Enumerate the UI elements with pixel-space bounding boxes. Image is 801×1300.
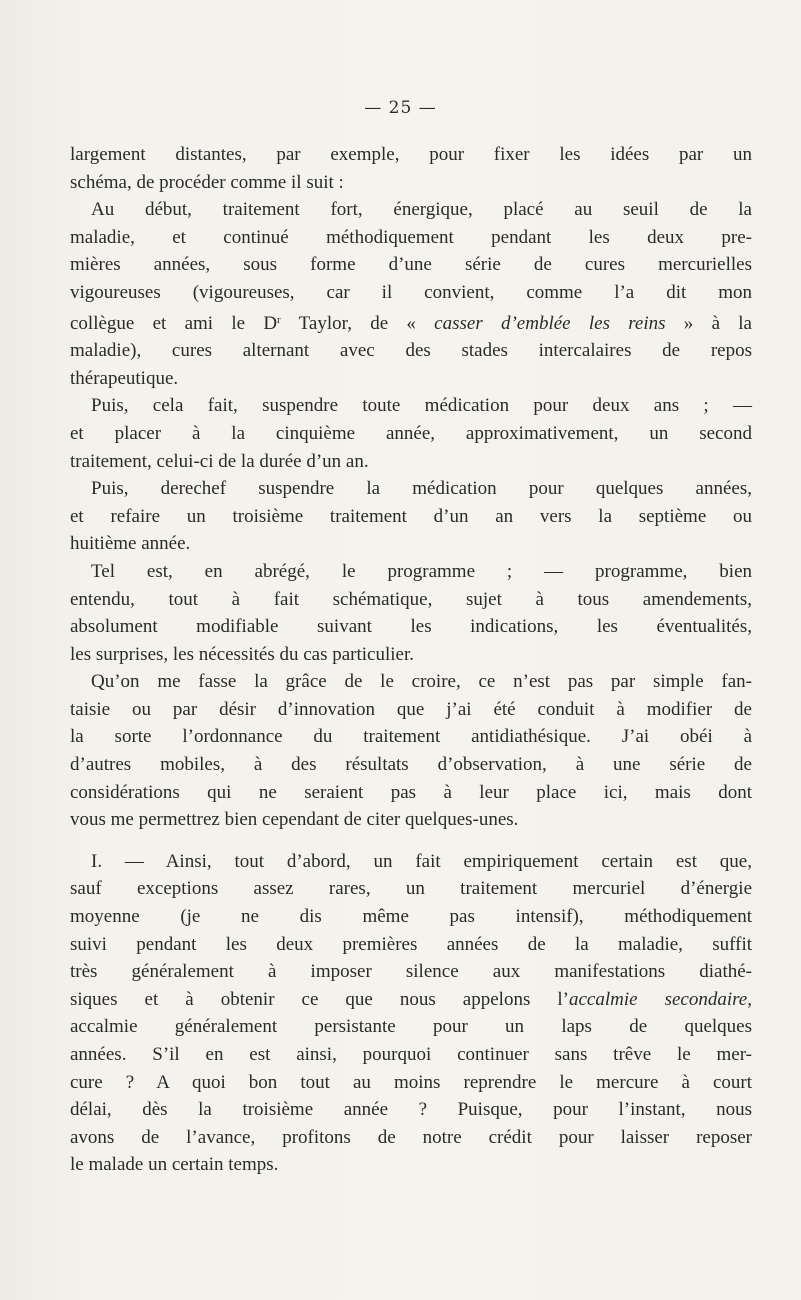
text-line: accalmie généralement persistante pour un laps de quelques — [70, 1016, 752, 1038]
text-line: Tel est, en abrégé, le programme ; — programme, bien — [91, 560, 752, 582]
text-fragment: Taylor, de « — [280, 312, 435, 334]
text-line: délai, dès la troisième année ? Puisque, pour l’instant, nous — [70, 1099, 752, 1121]
text-line: vous me permettrez bien cependant de citer quelques-unes. — [70, 809, 519, 831]
text-line: Puis, derechef suspendre la médication pour quelques années, — [91, 478, 752, 500]
text-line: thérapeutique. — [70, 367, 179, 389]
text-line: d’autres mobiles, à des résultats d’observation, à une série de — [70, 754, 752, 776]
text-line: huitième année. — [70, 533, 191, 555]
text-line: et placer à la cinquième année, approximativement, un second — [70, 422, 752, 444]
text-line: absolument modifiable suivant les indications, les éventualités, — [70, 616, 752, 638]
text-line: traitement, celui-ci de la durée d’un an. — [70, 450, 369, 472]
text-line: largement distantes, par exemple, pour fixer les idées par un — [70, 144, 752, 165]
text-fragment: siques et à obtenir ce que nous appelons l’ — [70, 988, 569, 1010]
text-line: cure ? A quoi bon tout au moins reprendre le mercure à court — [70, 1071, 752, 1093]
text-line: avons de l’avance, profitons de notre crédit pour laisser reposer — [70, 1126, 752, 1148]
superscript: r — [277, 313, 281, 326]
paragraph — [70, 141, 752, 196]
paragraph-section-one — [70, 848, 752, 1179]
text-line: schéma, de procéder comme il suit : — [70, 171, 344, 193]
text-line: vigoureuses (vigoureuses, car il convient, comme l’a dit mon — [70, 281, 752, 303]
text-line: très généralement à imposer silence aux manifestations diathé- — [70, 961, 752, 983]
text-line: sauf exceptions assez rares, un traitement mercuriel d’énergie — [70, 878, 752, 900]
page-number: — 25 — — [364, 98, 437, 118]
text-line: maladie), cures alternant avec des stades intercalaires de repos — [70, 340, 752, 362]
text-fragment: , — [747, 988, 752, 1010]
text-line: maladie, et continué méthodiquement pendant les deux pre- — [70, 226, 752, 248]
text-line: le malade un certain temps. — [70, 1154, 279, 1176]
text-line: suivi pendant les deux premières années de la maladie, suffit — [70, 933, 752, 955]
text-line: mières années, sous forme d’une série de cures mercurielles — [70, 254, 752, 276]
paragraph — [70, 392, 752, 475]
paragraph — [70, 668, 752, 834]
text-line: taisie ou par désir d’innovation que j’ai été conduit à modifier de — [70, 698, 752, 720]
text-line: Puis, cela fait, suspendre toute médication pour deux ans ; — — [91, 395, 752, 417]
body-text — [70, 141, 752, 1179]
text-line: années. S’il en est ainsi, pourquoi continuer sans trêve le mer- — [70, 1044, 752, 1065]
text-line: entendu, tout à fait schématique, sujet à tous amendements, — [70, 588, 752, 610]
text-line: I. — Ainsi, tout d’abord, un fait empiriquement certain est que, — [91, 850, 752, 872]
italic-term: accalmie secondaire — [568, 988, 748, 1010]
paragraph — [70, 196, 752, 392]
text-line: la sorte l’ordonnance du traitement antidiathésique. J’ai obéi à — [70, 726, 752, 748]
text-line: et refaire un troisième traitement d’un an vers la septième ou — [70, 505, 752, 527]
italic-quote: casser d’emblée les reins — [434, 312, 666, 334]
text-fragment: » à la — [665, 312, 752, 334]
text-line: moyenne (je ne dis même pas intensif), méthodiquement — [70, 906, 752, 928]
text-line: Qu’on me fasse la grâce de le croire, ce n’est pas par simple fan- — [91, 671, 752, 693]
text-line: Au début, traitement fort, énergique, placé au seuil de la — [91, 199, 752, 221]
text-line: considérations qui ne seraient pas à leur place ici, mais dont — [70, 781, 752, 803]
paragraph — [70, 475, 752, 558]
text-line — [70, 986, 752, 1014]
paragraph — [70, 558, 752, 668]
text-fragment: collègue et ami le D — [70, 312, 278, 334]
text-line: les surprises, les nécessités du cas particulier. — [70, 643, 415, 665]
text-line — [70, 307, 752, 338]
